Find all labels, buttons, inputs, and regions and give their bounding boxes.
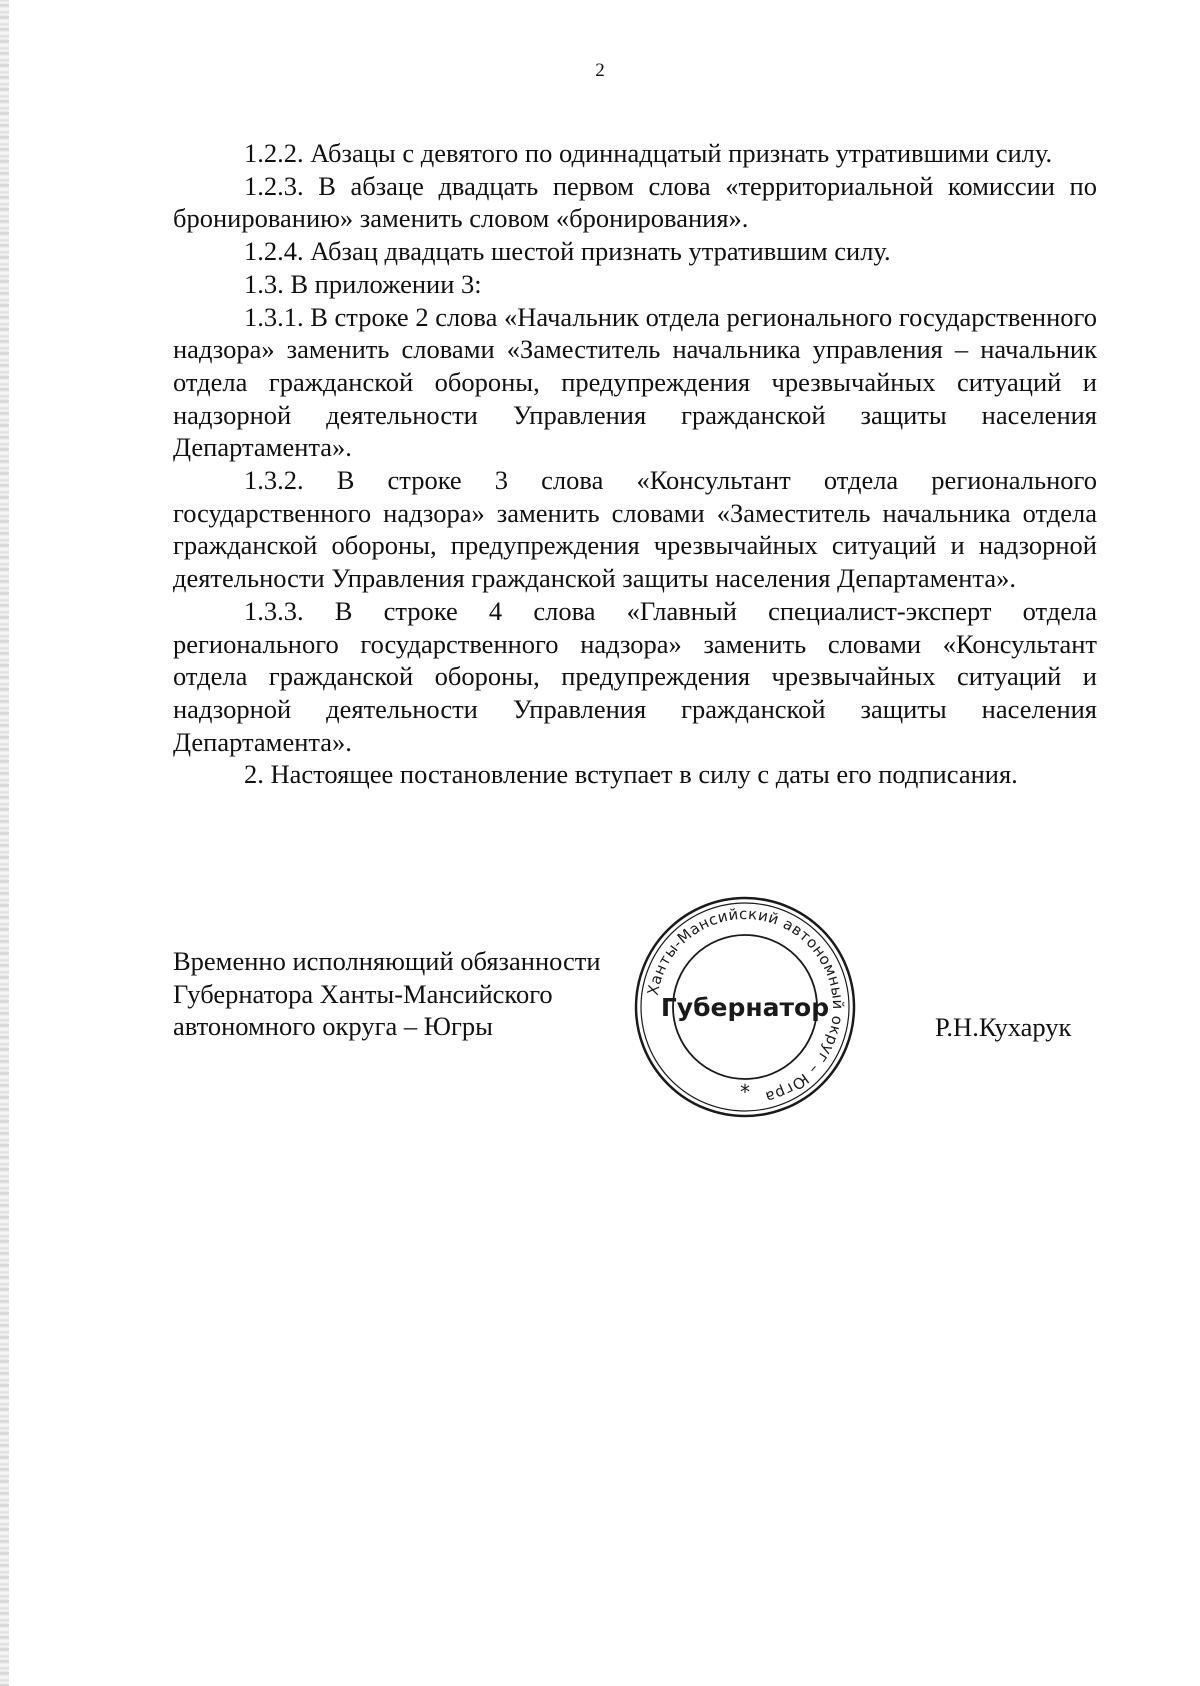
signatory-name: Р.Н.Кухарук bbox=[935, 1012, 1072, 1042]
scan-edge bbox=[0, 0, 9, 1686]
paragraph-1-3-2: 1.3.2. В строке 3 слова «Консультант отдела регионального государственного надзора» заменить словами «Заместитель начальника отдела гражданской обороны, предупреждения чрезвычайных ситуаций и надзорной деятельности Управления гражданской защиты населения Департамента». bbox=[173, 465, 1097, 594]
paragraph-1-2-3: 1.2.3. В абзаце двадцать первом слова «территориальной комиссии по бронированию» заменить словом «бронирования». bbox=[173, 170, 1097, 234]
signatory-title bbox=[173, 945, 653, 1043]
signatory-title-line: Губернатора Ханты-Мансийского bbox=[173, 978, 553, 1009]
signatory-title-line: автономного округа – Югры bbox=[173, 1011, 493, 1042]
paragraph-1-2-2: 1.2.2. Абзацы с девятого по одиннадцатый признать утратившими силу. bbox=[244, 138, 1053, 168]
governor-seal-stamp bbox=[630, 892, 860, 1122]
paragraph-1-3: 1.3. В приложении 3: bbox=[244, 268, 482, 299]
paragraph-1-2-4: 1.2.4. Абзац двадцать шестой признать утратившим силу. bbox=[244, 236, 891, 267]
document-body bbox=[173, 137, 1097, 791]
paragraph-1-3-1: 1.3.1. В строке 2 слова «Начальник отдела регионального государственного надзора» заменить словами «Заместитель начальника управления – начальник отдела гражданской обороны, предупреждения чрезвычайных ситуаций и надзорной деятельности Управления гражданской защиты населения Департамента». bbox=[173, 301, 1098, 463]
signatory-title-line: Временно исполняющий обязанности bbox=[173, 946, 601, 976]
stamp-ring-text: Ханты-Мансийский автономный округ – Югра bbox=[643, 904, 848, 1107]
page-number: 2 bbox=[595, 60, 605, 81]
paragraph-1-3-3: 1.3.3. В строке 4 слова «Главный специалист-эксперт отдела регионального государственного надзора» заменить словами «Консультант отдела гражданской обороны, предупреждения чрезвычайных ситуаций и надзорной деятельности Управления гражданской защиты населения Департамента». bbox=[173, 595, 1097, 757]
paragraph-2: 2. Настоящее постановление вступает в силу с даты его подписания. bbox=[244, 759, 1018, 790]
stamp-center-text: Губернатор bbox=[660, 993, 830, 1022]
stamp-star: * bbox=[740, 1080, 750, 1104]
